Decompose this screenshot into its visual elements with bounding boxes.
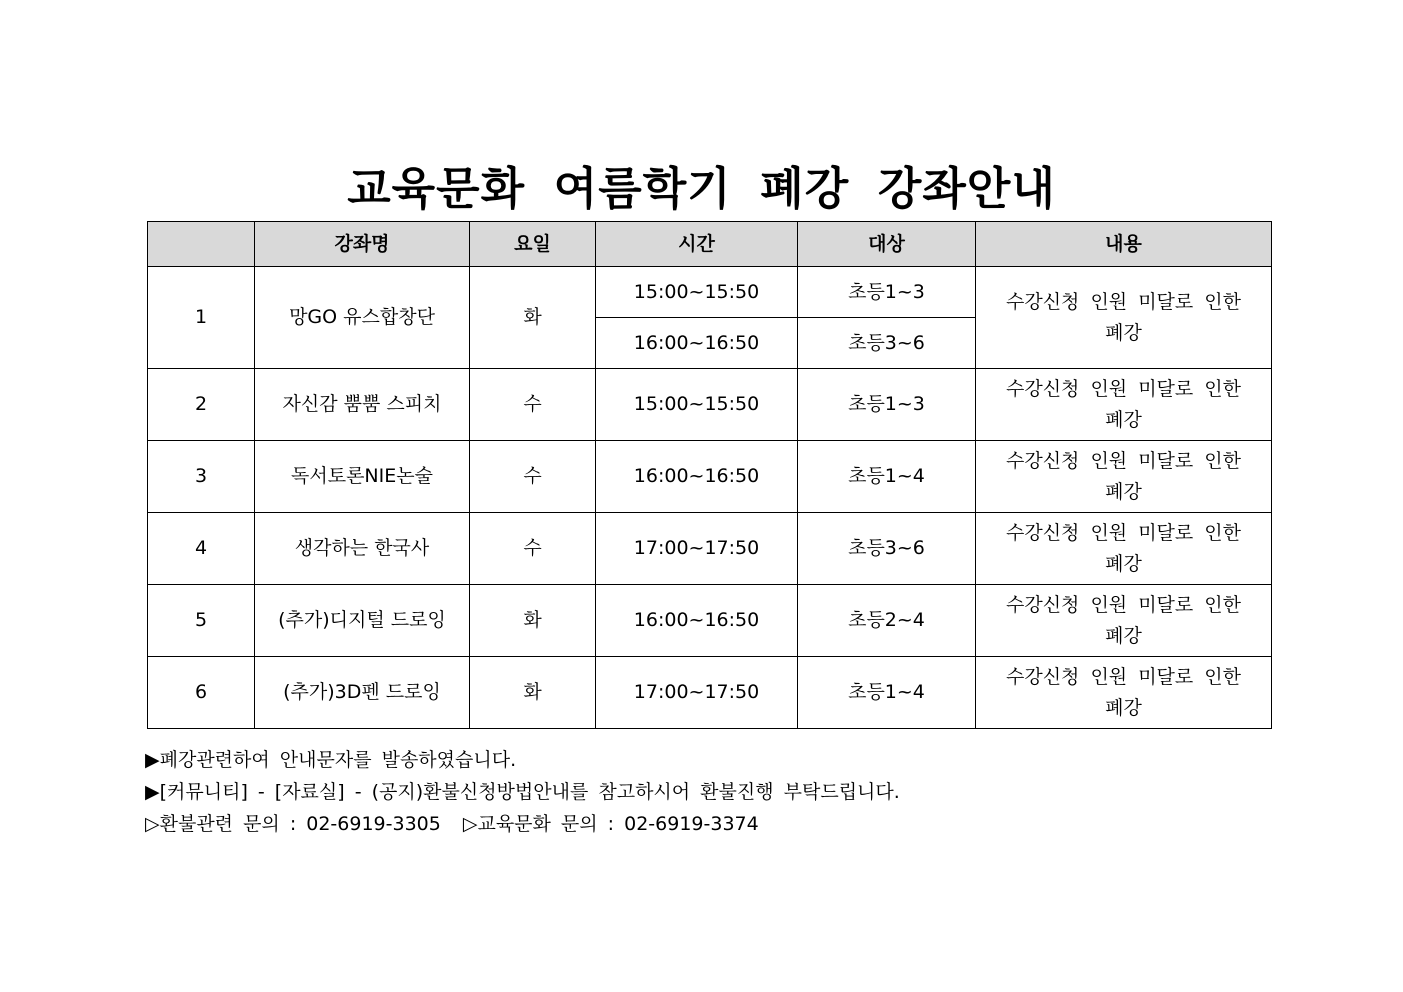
cell-no: 4 bbox=[148, 513, 255, 585]
content-line: 수강신청 인원 미달로 인한 bbox=[1005, 593, 1241, 616]
cell-content bbox=[976, 657, 1272, 729]
cell-content bbox=[976, 585, 1272, 657]
cell-time: 15:00~15:50 bbox=[596, 267, 798, 318]
content-line: 폐강 bbox=[1105, 321, 1142, 344]
cell-target: 초등1~3 bbox=[798, 369, 976, 441]
content-line: 수강신청 인원 미달로 인한 bbox=[1005, 521, 1241, 544]
cell-content bbox=[976, 369, 1272, 441]
cell-time: 16:00~16:50 bbox=[596, 441, 798, 513]
header-course-name: 강좌명 bbox=[255, 222, 470, 267]
content-line: 폐강 bbox=[1105, 480, 1142, 503]
cell-no: 2 bbox=[148, 369, 255, 441]
page-title: 교육문화 여름학기 폐강 강좌안내 bbox=[347, 162, 1056, 215]
table-row bbox=[148, 369, 1272, 441]
cell-day: 화 bbox=[470, 585, 596, 657]
note-sms-sent: ▶폐강관련하여 안내문자를 발송하였습니다. bbox=[145, 749, 517, 771]
header-time: 시간 bbox=[596, 222, 798, 267]
cell-day: 수 bbox=[470, 441, 596, 513]
table-header-row bbox=[148, 222, 1272, 267]
table-row bbox=[148, 267, 1272, 318]
header-day: 요일 bbox=[470, 222, 596, 267]
cell-course-name: 자신감 뿜뿜 스피치 bbox=[255, 369, 470, 441]
cell-no: 5 bbox=[148, 585, 255, 657]
content-line: 폐강 bbox=[1105, 624, 1142, 647]
cell-target: 초등3~6 bbox=[798, 513, 976, 585]
cancelled-courses-table bbox=[147, 221, 1272, 729]
culture-contact: ▷교육문화 문의 : 02-6919-3374 bbox=[462, 813, 759, 835]
cell-day: 수 bbox=[470, 369, 596, 441]
table-row bbox=[148, 657, 1272, 729]
table-row bbox=[148, 513, 1272, 585]
cell-course-name: 독서토론NIE논술 bbox=[255, 441, 470, 513]
cell-day: 화 bbox=[470, 267, 596, 369]
cell-target: 초등1~4 bbox=[798, 657, 976, 729]
cell-course-name: 생각하는 한국사 bbox=[255, 513, 470, 585]
content-line: 수강신청 인원 미달로 인한 bbox=[1005, 665, 1241, 688]
content-line: 수강신청 인원 미달로 인한 bbox=[1005, 449, 1241, 472]
cell-content bbox=[976, 441, 1272, 513]
cell-day: 수 bbox=[470, 513, 596, 585]
cell-target: 초등3~6 bbox=[798, 318, 976, 369]
content-line: 폐강 bbox=[1105, 696, 1142, 719]
note-contacts bbox=[145, 808, 900, 840]
table-row bbox=[148, 585, 1272, 657]
cell-time: 17:00~17:50 bbox=[596, 657, 798, 729]
note-refund-guide: ▶[커뮤니티] - [자료실] - (공지)환불신청방법안내를 참고하시어 환불진행 부탁드립니다. bbox=[145, 781, 900, 803]
cell-target: 초등1~4 bbox=[798, 441, 976, 513]
cell-day: 화 bbox=[470, 657, 596, 729]
header-target: 대상 bbox=[798, 222, 976, 267]
cell-course-name: (추가)디지털 드로잉 bbox=[255, 585, 470, 657]
cell-content bbox=[976, 513, 1272, 585]
cell-target: 초등2~4 bbox=[798, 585, 976, 657]
content-line: 폐강 bbox=[1105, 552, 1142, 575]
notes-section bbox=[145, 744, 900, 840]
refund-contact: ▷환불관련 문의 : 02-6919-3305 bbox=[145, 813, 441, 835]
cell-target: 초등1~3 bbox=[798, 267, 976, 318]
header-no bbox=[148, 222, 255, 267]
content-line: 수강신청 인원 미달로 인한 bbox=[1005, 290, 1241, 313]
cell-time: 17:00~17:50 bbox=[596, 513, 798, 585]
cell-course-name: 망GO 유스합창단 bbox=[255, 267, 470, 369]
content-line: 폐강 bbox=[1105, 408, 1142, 431]
cell-content bbox=[976, 267, 1272, 369]
cell-no: 1 bbox=[148, 267, 255, 369]
cell-time: 16:00~16:50 bbox=[596, 318, 798, 369]
cell-time: 16:00~16:50 bbox=[596, 585, 798, 657]
cell-time: 15:00~15:50 bbox=[596, 369, 798, 441]
header-content: 내용 bbox=[976, 222, 1272, 267]
table-row bbox=[148, 441, 1272, 513]
cell-no: 3 bbox=[148, 441, 255, 513]
cell-course-name: (추가)3D펜 드로잉 bbox=[255, 657, 470, 729]
content-line: 수강신청 인원 미달로 인한 bbox=[1005, 377, 1241, 400]
cell-no: 6 bbox=[148, 657, 255, 729]
